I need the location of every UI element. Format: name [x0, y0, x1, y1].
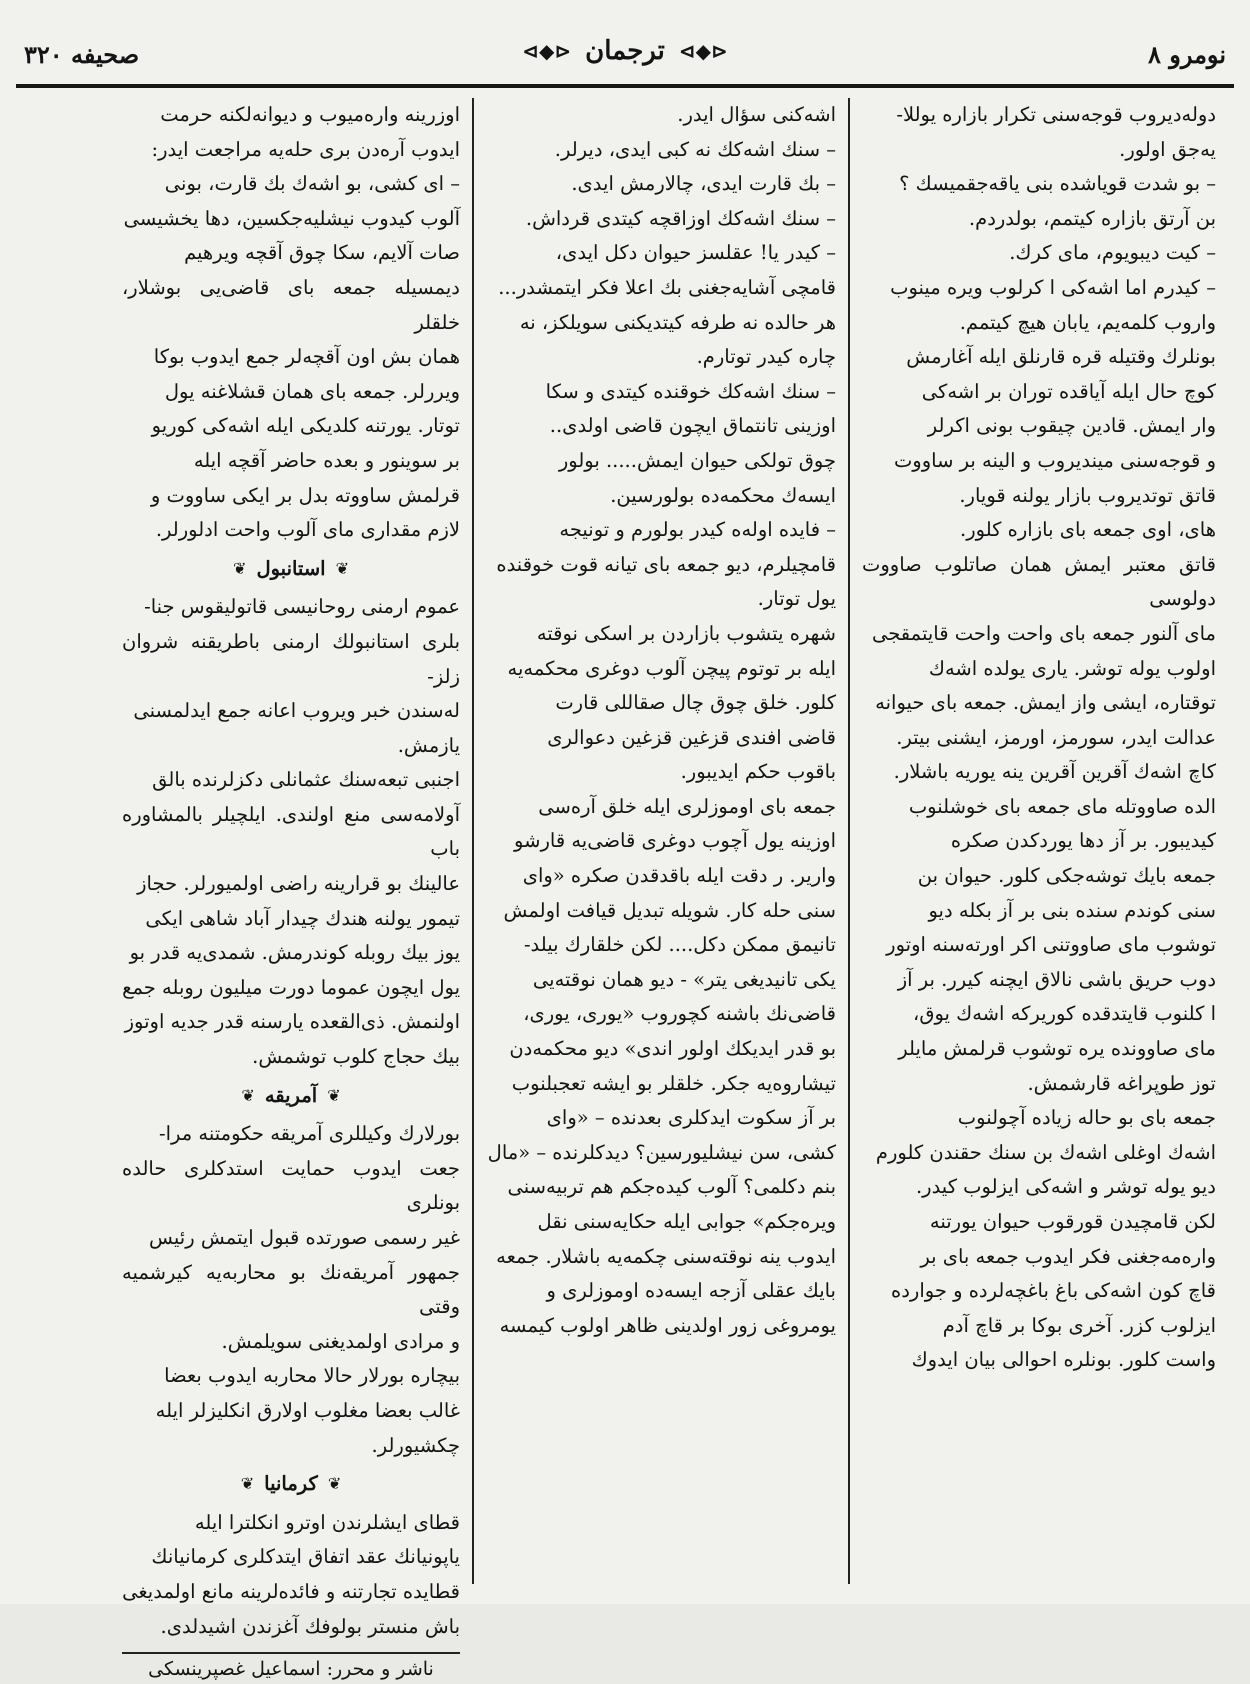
- text-line: توشوب مای صاووتنی اكر اورته‌سنه اوتور: [886, 933, 1216, 957]
- text-line: اشه‌كنی سؤال ايدر.: [677, 103, 836, 126]
- text-line: – سنك اشه‌كك اوزاقچه كيتدی قرداش.: [525, 206, 836, 230]
- masthead-title-group: [522, 36, 728, 66]
- text-line: يول توتار.: [757, 587, 836, 611]
- text-line: غالب بعضا مغلوب اولارق انكليزلر ايله: [155, 1398, 460, 1422]
- text-line: له‌سندن خبر ويروب اعانه جمع ايدلمسنی: [133, 699, 460, 723]
- text-line: – سنك اشه‌كك نه كبی ايدی، ديرلر.: [554, 137, 836, 161]
- text-line: قاچ كون اشه‌كی باغ باغچه‌لرده و جوارده: [891, 1279, 1216, 1303]
- text-line: تيشاروه‌يه جكر. خلقلر بو ايشه تعجبلنوب: [511, 1071, 836, 1095]
- text-line: بلری استانبولك ارمنی باطريقنه شروان زلز-: [122, 629, 460, 688]
- ornament-icon: ❦: [327, 1085, 341, 1105]
- text-line: ايدوب آره‌دن بری حله‌يه مراجعت ايدر:: [151, 137, 460, 161]
- section-title: استانبول: [256, 556, 326, 580]
- page-header: [24, 34, 1226, 74]
- text-line: – ای كشی، بو اشه‌ك بك قارت، بونی: [164, 172, 460, 196]
- text-line: يوز بيك روبله كوندرمش. شمدی‌يه قدر بو: [129, 941, 460, 965]
- text-line: باش منستر بولوفك آغزندن اشيدلدی.: [160, 1614, 460, 1638]
- text-line: قرلمش ساووته بدل بر ايكی ساووت و: [150, 483, 460, 507]
- ornament-left-icon: ⊲◆⊳: [678, 39, 728, 63]
- section-heading-america: [122, 1079, 460, 1114]
- text-line: آولامه‌سی منع اولندی. ايلچيلر بالمشاوره باب: [122, 802, 460, 861]
- text-line: غير رسمی صورتده قبول ايتمش رئيس: [149, 1226, 460, 1249]
- text-columns: [22, 98, 1228, 1681]
- text-line: يازمش.: [397, 733, 460, 757]
- text-line: لازم مقداری مای آلوب واحت ادلورلر.: [155, 518, 460, 542]
- text-line: كشی، سن نيشليورسين؟ ديدكلرنده – «مال: [487, 1140, 836, 1164]
- text-line: هر حالده نه طرفه كيتديكنی سويلكز، نه: [519, 310, 836, 334]
- section-title: كرمانيا: [264, 1472, 318, 1496]
- text-line: بورلارك وكيللری آمريقه حكومتنه مرا-: [159, 1122, 460, 1146]
- text-line: واره‌مه‌جغنی فكر ايدوب جمعه بای بر: [920, 1244, 1216, 1268]
- ornament-icon: ❦: [233, 558, 247, 578]
- text-line: جعت ايدوب حمايت استدكلری حالده بونلری: [122, 1156, 460, 1215]
- text-line: دوب حريق باشی نالاق ايچنه كيرر. بر آز: [897, 967, 1216, 991]
- text-line: های، اوی جمعه بای بازاره كلور.: [960, 518, 1216, 542]
- text-line: لكن قامچيدن قورقوب حيوان يورتنه: [929, 1210, 1216, 1233]
- text-line: ديو يوله توشر و اشه‌كی ايزلوب كيدر.: [915, 1175, 1216, 1199]
- column-right: [850, 98, 1228, 1584]
- text-line: ايدوب ينه نوقته‌سنی چكمه‌يه باشلار. جمعه: [496, 1244, 836, 1268]
- text-line: كاچ اشه‌ك آقرين آقرين ينه يوريه باشلار.: [893, 760, 1216, 784]
- text-line: بن آرتق بازاره كيتمم، بولدردم.: [968, 206, 1216, 230]
- text-line: وارير. ر دقت ايله باقدقدن صكره «وای: [522, 864, 836, 888]
- text-line: اجنبی تبعه‌سنك عثمانلی دكزلرنده بالق: [152, 768, 460, 792]
- text-line: ايله بر توتوم پيچن آلوب دوغری محكمه‌يه: [507, 656, 836, 680]
- text-line: قاتق توتديروب بازار يولنه قويار.: [959, 483, 1216, 507]
- text-line: ويره‌جكم» جوابی ايله حكايه‌سنی نقل: [537, 1210, 836, 1233]
- text-line: قاتق معتبر ايمش همان صاتلوب صاووت دولوسی: [862, 552, 1216, 611]
- text-line: اولوب يوله توشر. ياری يولده اشه‌ك: [928, 656, 1216, 680]
- text-line: تانيمق ممكن دكل.... لكن خلقارك بيلد-: [523, 933, 836, 957]
- text-line: يول ايچون عموما دورت ميليون روبله جمع: [122, 975, 460, 999]
- text-line: همان بش اون آقچه‌لر جمع ايدوب بوكا: [153, 345, 460, 369]
- text-line: دوله‌ديروب قوجه‌سنی تكرار بازاره يوللا-: [896, 103, 1216, 126]
- issue-number: نومرو ٨: [1147, 40, 1226, 69]
- text-line: باقوب حكم ايديبور.: [680, 760, 836, 784]
- text-line: چكشيورلر.: [371, 1433, 460, 1457]
- text-line: – فايده اوله‌ه كيدر بولورم و تونيجه: [559, 518, 836, 542]
- masthead-title: ترجمان: [585, 36, 665, 66]
- text-line: عالينك بو قرارينه راضی اولميورلر. حجاز: [137, 872, 460, 896]
- text-line: مای صاوونده يره توشوب قرلمش مايلر: [898, 1037, 1216, 1061]
- ornament-icon: ❦: [335, 558, 349, 578]
- text-line: بيك حجاج كلوب توشمش.: [252, 1045, 460, 1069]
- text-line: شهره يتشوب بازاردن بر اسكی نوقته: [536, 621, 836, 645]
- text-line: چاره كيدر توتارم.: [696, 345, 836, 369]
- text-line: – بو شدت قوياشده بنی ياقه‌جقميسك ؟: [899, 172, 1216, 196]
- text-line: – كيت ديبويوم، مای كرك.: [1009, 241, 1216, 265]
- text-line: كوچ حال ايله آياقده توران بر اشه‌كی: [921, 379, 1216, 403]
- column-middle: [472, 98, 850, 1584]
- section-title: آمريقه: [264, 1083, 318, 1107]
- text-line: بونلرك وقتيله قره قارنلق ايله آغارمش: [906, 345, 1216, 369]
- ornament-icon: ❦: [241, 1085, 255, 1105]
- text-line: كيديبور. بر آز دها يوردكدن صكره: [950, 829, 1216, 853]
- publisher-line: ناشر و محرر: اسماعيل غصپرينسكی: [148, 1658, 434, 1681]
- text-line: اوزينه يول آچوب دوغری قاضی‌يه قارشو: [514, 829, 836, 853]
- ornament-icon: ❦: [327, 1474, 342, 1494]
- ornament-icon: ❦: [240, 1474, 255, 1494]
- text-line: جمعه بای اومو‌زلری ايله خلق آره‌سی: [538, 794, 836, 818]
- text-line: توز طوپراغه قارشمش.: [1027, 1071, 1216, 1095]
- text-line: قاضی افندی قزغين قزغين دعوالری: [547, 725, 836, 749]
- text-line: – بك قارت ايدی، چالارمش ايدی.: [571, 172, 836, 196]
- text-line: اشه‌ك اوغلی اشه‌ك بن سنك حقندن كلورم: [875, 1140, 1216, 1164]
- text-line: سنی حله كار. شويله تبديل قيافت اولمش: [503, 898, 836, 922]
- text-line: ديمسيله جمعه بای قاضی‌يی بوشلار، خلقلر: [122, 275, 460, 334]
- text-line: بيچاره بورلار حالا محاربه ايدوب بعضا: [164, 1364, 460, 1388]
- text-line: – كيدرم اما اشه‌كی ا كرلوب ويره مينوب: [890, 275, 1216, 299]
- section-heading-istanbul: [122, 552, 460, 587]
- text-line: عموم ارمنی روحانيسی قاتوليقوس جنا-: [144, 595, 460, 619]
- text-line: ويررلر. جمعه بای همان قشلاغنه يول: [164, 379, 460, 403]
- text-line: قطايده تجارتنه و فائده‌لرينه مانع اولمديغی: [122, 1579, 460, 1603]
- text-line: ا كلنوب قايتدقده كوريركه اشه‌ك يوق،: [913, 1002, 1216, 1026]
- text-line: اوزينی تانتماق ايچون قاضی اولدی..: [549, 414, 836, 438]
- text-line: يكی تانيديغی يتر» - ديو همان نوقته‌يی: [532, 967, 836, 991]
- text-line: قامچی آشايه‌جغنی بك اعلا فكر ايتمشدر...: [498, 275, 836, 299]
- text-line: بر آز سكوت ايدكلری بعدنده – «وای: [546, 1106, 836, 1130]
- text-line: واست كلور. بونلره احوالی بيان ايدوك: [911, 1348, 1216, 1372]
- text-line: بو قدر ايديكك اولور اندی» ديو محكمه‌دن: [509, 1037, 836, 1061]
- text-line: قاضی‌نك باشنه كچوروب «يوری، يوری،: [523, 1002, 836, 1026]
- text-line: و مرادی اولمديغنی سويلمش.: [221, 1329, 460, 1353]
- text-line: سنی كوندم سنده بنی بر آز بكله ديو: [928, 898, 1216, 922]
- ornament-right-icon: ⊲◆⊳: [522, 39, 572, 63]
- text-line: جمعه بای بو حاله زياده آچولنوب: [957, 1106, 1216, 1130]
- text-line: و قوجه‌سنی مينديروب و الينه بر ساووت: [893, 448, 1216, 472]
- text-line: وار ايمش. قادين چيقوب بونی اكرلر: [927, 414, 1216, 438]
- header-rule: [16, 84, 1234, 88]
- text-line: بايك عقلی آزجه ايسه‌ده اومو‌زلری و: [546, 1279, 836, 1303]
- text-line: مای آلنور جمعه بای واحت واحت قايتمقجی: [871, 621, 1216, 645]
- text-line: جمعه بايك توشه‌جكی كلور. حيوان بن: [917, 864, 1216, 888]
- text-line: عدالت ايدر، سورمز، اورمز، ايشنی بيتر.: [896, 725, 1216, 749]
- text-line: چوق تولكی حيوان ايمش..... بولور: [558, 448, 836, 472]
- text-line: واروب كلمه‌يم، يابان هيچ كيتمم.: [959, 310, 1216, 334]
- text-line: الده صاووتله مای جمعه بای خوشلنوب: [908, 794, 1216, 818]
- text-line: توتار. يورتنه كلديكی ايله اشه‌كی كوريو: [151, 414, 460, 438]
- section-heading-germany: [122, 1467, 460, 1502]
- text-line: قامچيلرم، ديو جمعه بای تيانه قوت خوقنده: [496, 552, 836, 576]
- text-line: صات آلايم، سكا چوق آقچه ويرهيم: [184, 241, 460, 265]
- text-line: اولنمش. ذی‌القعده يارسنه قدر جديه اوتوز: [124, 1010, 460, 1034]
- text-line: جمهور آمريقه‌نك بو محاربه‌يه كيرشميه وقتی: [122, 1260, 460, 1319]
- text-line: كلور. خلق چوق چال صقاللی قارت: [555, 691, 836, 715]
- text-line: آلوب كيدوب نيشليه‌جكسين، دها يخشيسی: [123, 206, 460, 230]
- text-line: – كيدر يا! عقلسز حيوان دكل ايدی،: [555, 241, 836, 265]
- text-line: ايسه‌ك محكمه‌ده بولورسين.: [610, 483, 836, 507]
- text-line: بر سوينور و بعده حاضر آقچه ايله: [193, 448, 460, 472]
- text-line: تيمور يولنه هندك چيدار آباد شاهی ايكی: [145, 906, 460, 930]
- page-number: صحيفه ٣٢٠: [24, 40, 140, 69]
- column-left: [110, 98, 472, 1681]
- text-line: قطای ايشلرندن اوترو انكلترا ايله: [194, 1510, 460, 1534]
- text-line: ايزلوب كزر. آخری بوكا بر قاچ آدم: [942, 1313, 1216, 1337]
- text-line: ياپونيانك عقد اتفاق ايتدكلری كرمانيانك: [151, 1545, 460, 1569]
- text-line: يه‌جق اولور.: [1119, 137, 1216, 161]
- text-line: يومروغی زور اولدينی ظاهر اولوب كيمسه: [499, 1313, 836, 1337]
- text-line: توقتاره، ايشی واز ايمش. جمعه بای حيوانه: [875, 691, 1216, 715]
- text-line: بنم دكلمی؟ آلوب كيده‌جكم هم تربيه‌سنی: [507, 1175, 836, 1199]
- text-line: – سنك اشه‌كك خوقنده كيتدی و سكا: [545, 379, 836, 403]
- text-line: اوزرينه واره‌ميوب و ديوانه‌لكنه حرمت: [160, 103, 460, 126]
